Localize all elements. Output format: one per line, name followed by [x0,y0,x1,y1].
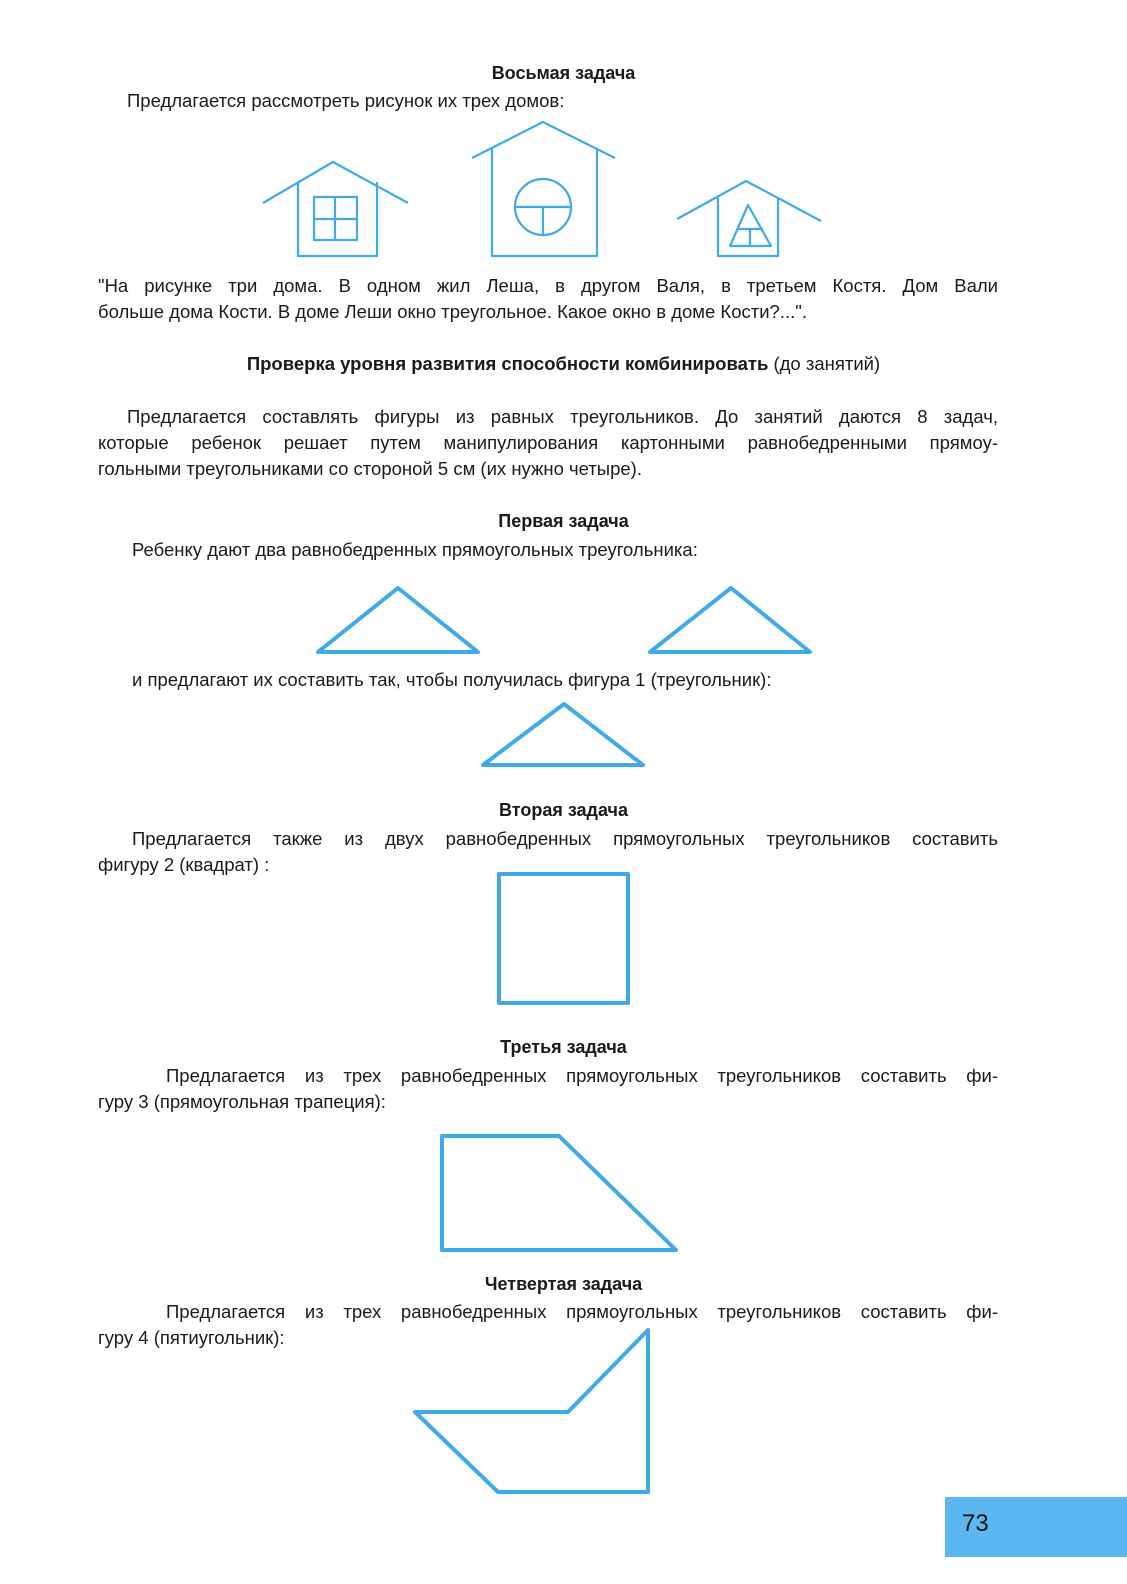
section-heading [0,353,1127,375]
task8-intro: Предлагается рассмотреть рисунок их трех домов: [127,90,565,111]
task8-title: Восьмая задача [491,63,636,83]
task2-title: Вторая задача [498,800,628,820]
task2-line1: Предлагается также из двух равнобедренных прямоугольных треугольников составить [132,828,998,849]
task1-line2: и предлагают их составить так, чтобы получилась фигура 1 (треугольник): [132,669,772,690]
section-line2: которые ребенок решает путем манипулирования картонными равнобедренными прямоу- [98,432,998,453]
task1-title: Первая задача [498,511,629,531]
task4-title: Четвертая задача [484,1274,643,1294]
triangle-b [650,588,810,652]
houses-figure [260,118,830,263]
page-number: 73 [962,1510,989,1537]
figure-3-trapezoid [436,1130,684,1256]
section-heading-bold: Проверка уровня развития способности комбинировать [246,353,769,374]
house-middle [472,122,615,256]
figure-2-square [494,869,634,1009]
task8-question-line1: "На рисунке три дома. В одном жил Леша, в другом Валя, в третьем Костя. Дом Вали [98,275,998,296]
house-left [263,162,408,256]
task3-line1: Предлагается из трех равнобедренных прямоугольных треугольников составить фи- [166,1065,998,1086]
figure-1-triangle [475,698,650,772]
task2-line2: фигуру 2 (квадрат) : [98,854,270,875]
section-line1: Предлагается составлять фигуры из равных треугольников. До занятий даются 8 задач, [127,406,998,427]
task4-line1: Предлагается из трех равнобедренных прямоугольных треугольников составить фи- [166,1301,998,1322]
task3-title: Третья задача [500,1037,627,1057]
task1-line1: Ребенку дают два равнобедренных прямоугольных треугольника: [132,539,698,560]
task8-question-line2: больше дома Кости. В доме Леши окно треугольное. Какое окно в доме Кости?...". [98,301,807,322]
two-triangles-figure [310,582,820,660]
triangle-a [318,588,478,652]
section-line3: гольными треугольниками со стороной 5 см (их нужно четыре). [98,458,642,479]
task3-line2: гуру 3 (прямоугольная трапеция): [98,1091,386,1112]
figure-4-pentagon [408,1322,656,1500]
section-heading-note: (до занятий) [768,353,881,374]
task4-line2: гуру 4 (пятиугольник): [98,1327,285,1348]
house-right [677,181,821,256]
